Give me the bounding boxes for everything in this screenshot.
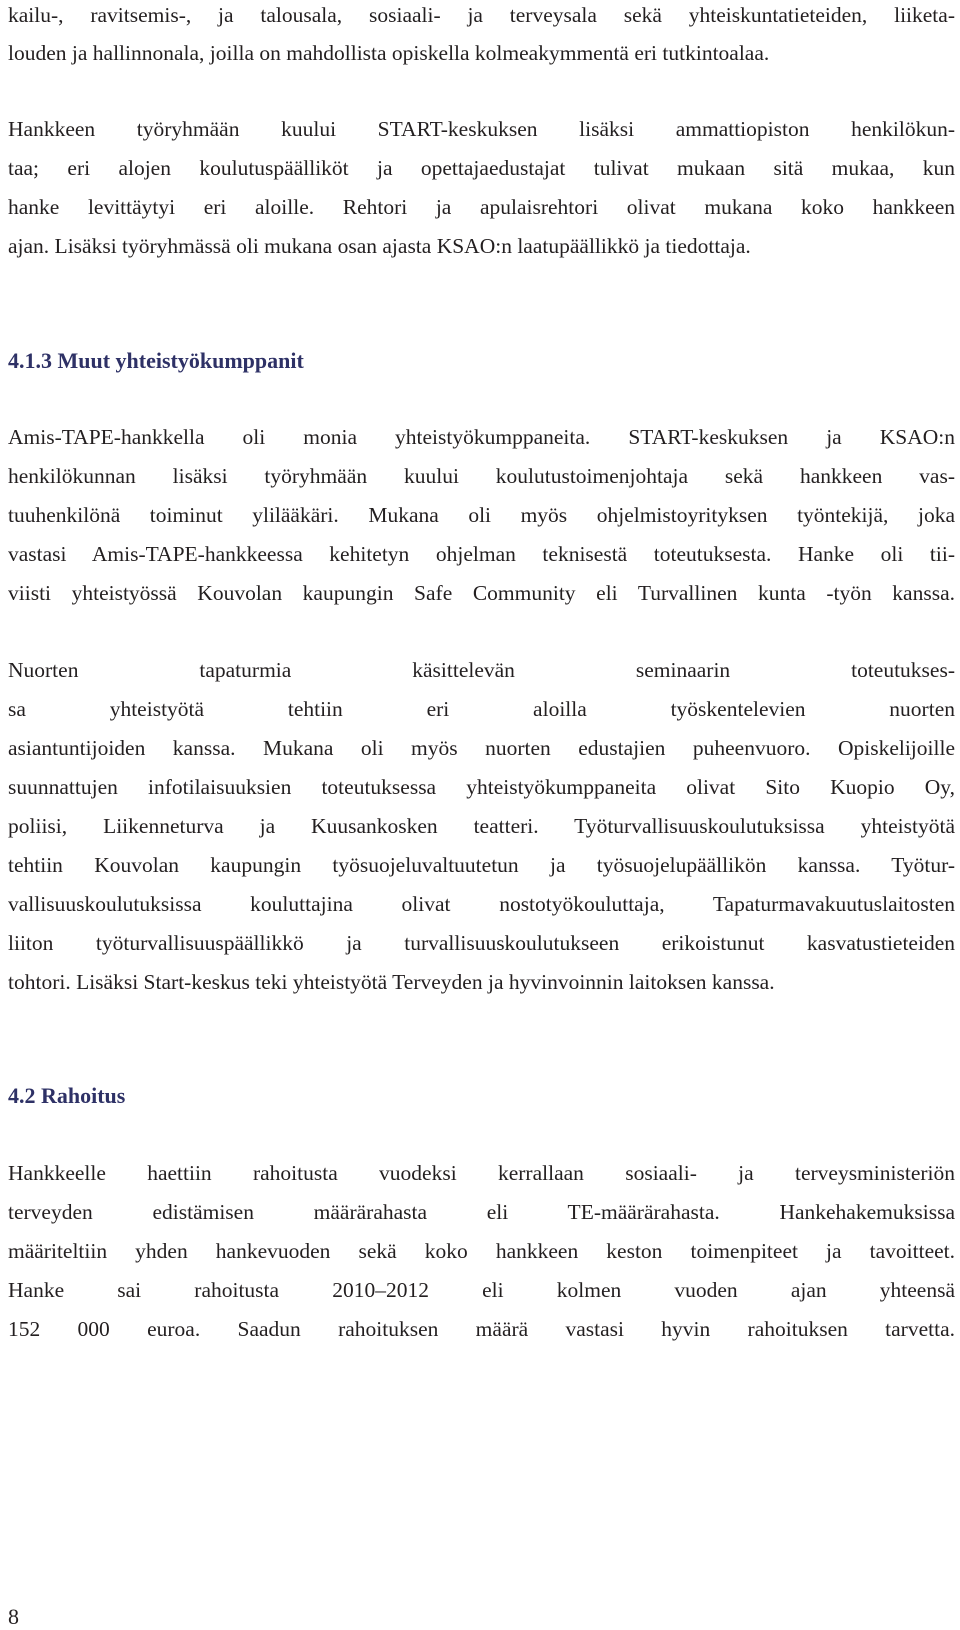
text-line: 152 000 euroa. Saadun rahoituksen määrä vastasi hyvin rahoituksen tarvetta. xyxy=(8,1317,955,1341)
text-line: louden ja hallinnonala, joilla on mahdollista opiskella kolmeakymmentä eri tutkintoalaa. xyxy=(8,41,770,65)
text-line: ajan. Lisäksi työryhmässä oli mukana osan ajasta KSAO:n laatupäällikkö ja tiedottaja. xyxy=(8,234,751,258)
text-line: tehtiin Kouvolan kaupungin työsuojeluvaltuutetun ja työsuojelupäällikön kanssa. Työtur- xyxy=(8,853,955,877)
text-line: suunnattujen infotilaisuuksien toteutuksessa yhteistyökumppaneita olivat Sito Kuopio Oy, xyxy=(8,775,955,799)
section-heading: 4.2 Rahoitus xyxy=(8,1083,126,1108)
text-line: tohtori. Lisäksi Start-keskus teki yhteistyötä Terveyden ja hyvinvoinnin laitoksen kanssa. xyxy=(8,970,775,994)
text-line: vastasi Amis-TAPE-hankkeessa kehitetyn ohjelman teknisestä toteutuksesta. Hanke oli tii- xyxy=(8,542,955,566)
text-line: kailu-, ravitsemis-, ja talousala, sosiaali- ja terveysala sekä yhteiskuntatieteiden, liiketa- xyxy=(8,3,955,27)
text-line: Nuorten tapaturmia käsittelevän seminaarin toteutukses- xyxy=(8,658,955,682)
text-line: Amis-TAPE-hankkella oli monia yhteistyökumppaneita. START-keskuksen ja KSAO:n xyxy=(8,425,955,449)
text-line: Hankkeelle haettiin rahoitusta vuodeksi kerrallaan sosiaali- ja terveysministeriön xyxy=(8,1161,955,1185)
text-line: terveyden edistämisen määrärahasta eli TE-määrärahasta. Hankehakemuksissa xyxy=(8,1200,955,1224)
text-line: asiantuntijoiden kanssa. Mukana oli myös nuorten edustajien puheenvuoro. Opiskelijoille xyxy=(8,736,955,760)
section-heading: 4.1.3 Muut yhteistyökumppanit xyxy=(8,348,304,373)
text-line: sa yhteistyötä tehtiin eri aloilla työskentelevien nuorten xyxy=(8,697,955,721)
text-line: Hanke sai rahoitusta 2010–2012 eli kolmen vuoden ajan yhteensä xyxy=(8,1278,955,1302)
text-line: liiton työturvallisuuspäällikkö ja turvallisuuskoulutukseen erikoistunut kasvatustieteiden xyxy=(8,931,955,955)
text-line: viisti yhteistyössä Kouvolan kaupungin Safe Community eli Turvallinen kunta -työn kanssa. xyxy=(8,581,955,605)
page-number: 8 xyxy=(8,1604,19,1629)
text-line: poliisi, Liikenneturva ja Kuusankosken teatteri. Työturvallisuuskoulutuksissa yhteistyötä xyxy=(8,814,955,838)
text-line: taa; eri alojen koulutuspäälliköt ja opettajaedustajat tulivat mukaan sitä mukaa, kun xyxy=(8,156,955,180)
text-line: tuuhenkilönä toiminut ylilääkäri. Mukana oli myös ohjelmistoyrityksen työntekijä, joka xyxy=(8,503,955,527)
text-line: vallisuuskoulutuksissa kouluttajina olivat nostotyökouluttaja, Tapaturmavakuutuslaitosten xyxy=(8,892,955,916)
text-line: Hankkeen työryhmään kuului START-keskuksen lisäksi ammattiopiston henkilökun- xyxy=(8,117,955,141)
text-line: hanke levittäytyi eri aloille. Rehtori ja apulaisrehtori olivat mukana koko hankkeen xyxy=(8,195,955,219)
text-line: määriteltiin yhden hankevuoden sekä koko hankkeen keston toimenpiteet ja tavoitteet. xyxy=(8,1239,955,1263)
text-line: henkilökunnan lisäksi työryhmään kuului koulutustoimenjohtaja sekä hankkeen vas- xyxy=(8,464,955,488)
